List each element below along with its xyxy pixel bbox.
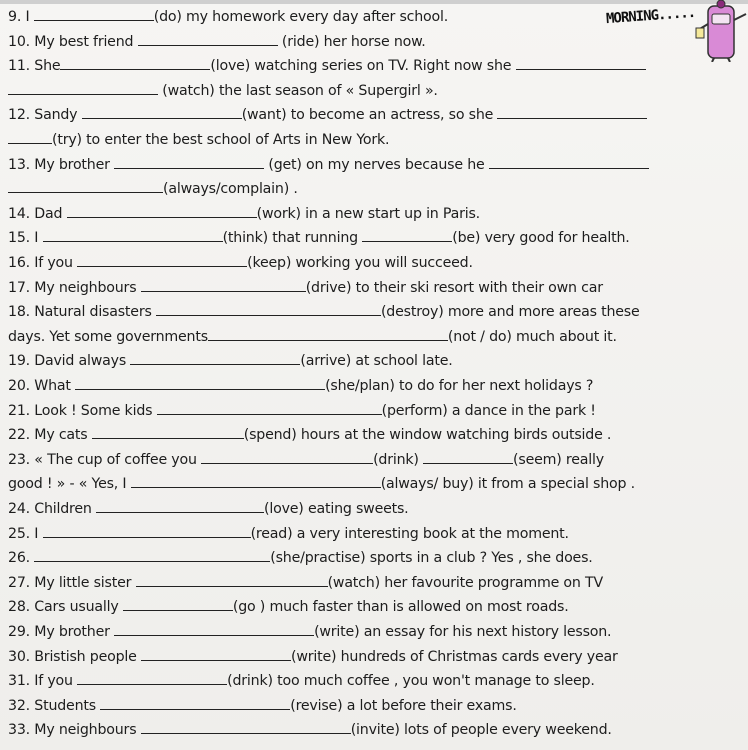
answer-blank[interactable] — [362, 227, 452, 242]
answer-blank[interactable] — [136, 572, 328, 587]
exercise-text: (not / do) much about it. — [447, 328, 617, 345]
exercise-text: (invite) lots of people every weekend. — [350, 722, 612, 739]
exercise-line — [8, 523, 738, 544]
exercise-text: (go ) much faster than is allowed on most roads. — [232, 599, 569, 616]
cartoon-figure-icon — [690, 0, 748, 62]
exercise-text: (drink) too much coffee , you won't manage to sleep. — [227, 673, 595, 690]
exercise-text: (write) an essay for his next history lesson. — [314, 624, 612, 640]
exercise-line — [8, 55, 738, 76]
exercise-text: (want) to become an actress, so she — [241, 107, 498, 124]
exercise-line — [8, 252, 738, 273]
exercise-line — [8, 424, 738, 445]
answer-blank[interactable] — [208, 326, 448, 341]
exercise-line — [8, 178, 738, 199]
exercise-text: (always/ buy) it from a special shop . — [380, 476, 635, 493]
answer-blank[interactable] — [67, 203, 257, 218]
exercise-line — [8, 547, 738, 568]
exercise-text: 24. Children — [8, 501, 97, 517]
answer-blank[interactable] — [34, 547, 270, 562]
answer-blank[interactable] — [141, 277, 306, 292]
exercise-text: 22. My cats — [8, 427, 92, 444]
exercise-text: 33. My neighbours — [8, 722, 141, 739]
exercise-line — [8, 572, 738, 593]
exercise-text: (watch) her favourite programme on TV — [327, 574, 603, 591]
exercise-text: 17. My neighbours — [8, 279, 141, 296]
exercise-text: (drive) to their ski resort with their own car — [305, 279, 603, 296]
exercise-line — [8, 301, 738, 322]
exercise-text: 32. Students — [8, 697, 101, 714]
exercise-line — [8, 31, 738, 52]
exercise-text: (try) to enter the best school of Arts in New York. — [52, 132, 390, 148]
answer-blank[interactable] — [141, 719, 351, 734]
answer-blank[interactable] — [156, 301, 381, 316]
exercise-text: (work) in a new start up in Paris. — [256, 205, 480, 222]
exercise-text: 16. If you — [8, 255, 78, 271]
exercise-text: days. Yet some governments — [8, 328, 208, 345]
exercise-line — [8, 326, 738, 347]
exercise-text: 11. She — [8, 58, 61, 75]
answer-blank[interactable] — [82, 104, 242, 119]
exercise-line — [8, 277, 738, 298]
answer-blank[interactable] — [138, 31, 278, 46]
exercise-text: (read) a very interesting book at the moment. — [250, 525, 569, 542]
exercise-text: 20. What — [8, 378, 76, 394]
exercise-text: (always/complain) . — [163, 181, 298, 198]
exercise-text: 30. Bristish people — [8, 648, 141, 665]
exercise-text: (get) on my nerves because he — [264, 156, 489, 173]
answer-blank[interactable] — [141, 646, 291, 661]
answer-blank[interactable] — [516, 55, 646, 70]
cropped-top-edge — [0, 0, 748, 4]
exercise-line — [8, 621, 738, 642]
exercise-line — [8, 498, 738, 519]
exercise-text: 15. I — [8, 230, 43, 247]
exercise-line — [8, 473, 738, 494]
exercise-text: (be) very good for health. — [452, 230, 630, 247]
answer-blank[interactable] — [157, 400, 382, 415]
exercise-line — [8, 80, 738, 101]
exercise-line — [8, 400, 738, 421]
exercise-text: (spend) hours at the window watching birds outside . — [243, 427, 612, 444]
exercise-text: 25. I — [8, 525, 43, 542]
exercise-text: 9. I — [8, 9, 34, 25]
answer-blank[interactable] — [201, 449, 373, 464]
exercise-text: (keep) working you will succeed. — [247, 255, 473, 271]
answer-blank[interactable] — [489, 154, 649, 169]
exercise-line — [8, 719, 738, 740]
exercise-text: 23. « The cup of coffee you — [8, 451, 202, 468]
exercise-text: (watch) the last season of « Supergirl ». — [158, 82, 438, 99]
answer-blank[interactable] — [131, 473, 381, 488]
exercise-text: (love) eating sweets. — [264, 501, 409, 517]
exercise-line — [8, 646, 738, 667]
answer-blank[interactable] — [43, 523, 251, 538]
exercise-text: 21. Look ! Some kids — [8, 402, 157, 419]
exercise-text: (revise) a lot before their exams. — [290, 697, 517, 714]
exercise-line — [8, 203, 738, 224]
answer-blank[interactable] — [114, 621, 314, 636]
exercise-text: 18. Natural disasters — [8, 304, 156, 321]
exercise-text: (drink) — [373, 451, 424, 468]
exercise-text: 13. My brother — [8, 156, 115, 173]
exercise-text: (write) hundreds of Christmas cards every year — [290, 648, 618, 665]
exercise-line — [8, 227, 738, 248]
exercise-text: (think) that running — [222, 230, 363, 247]
answer-blank[interactable] — [8, 129, 52, 144]
exercise-text: (seem) really — [513, 451, 604, 468]
exercise-text: 28. Cars usually — [8, 599, 123, 616]
exercise-line — [8, 104, 738, 125]
answer-blank[interactable] — [114, 154, 264, 169]
exercise-line — [8, 129, 738, 150]
exercise-line — [8, 695, 738, 716]
exercise-text: 10. My best friend — [8, 33, 138, 50]
answer-blank[interactable] — [423, 449, 513, 464]
exercise-line — [8, 596, 738, 617]
exercise-text: good ! » - « Yes, I — [8, 476, 131, 493]
answer-blank[interactable] — [75, 375, 325, 390]
answer-blank[interactable] — [77, 252, 247, 267]
answer-blank[interactable] — [92, 424, 244, 439]
exercise-text: (she/plan) to do for her next holidays ? — [325, 378, 594, 394]
answer-blank[interactable] — [123, 596, 233, 611]
answer-blank[interactable] — [130, 350, 300, 365]
exercise-line — [8, 375, 738, 396]
exercise-text: (perform) a dance in the park ! — [381, 402, 596, 419]
exercise-text: 31. If you — [8, 673, 78, 690]
answer-blank[interactable] — [96, 498, 264, 513]
exercise-text: (arrive) at school late. — [300, 353, 453, 370]
answer-blank[interactable] — [8, 80, 158, 95]
exercise-text: 26. — [8, 550, 35, 567]
exercise-text: 29. My brother — [8, 624, 115, 640]
morning-label: MORNING..... — [605, 4, 696, 28]
exercise-text: (do) my homework every day after school. — [153, 9, 449, 25]
answer-blank[interactable] — [100, 695, 290, 710]
exercise-text: (love) watching series on TV. Right now she — [210, 58, 516, 75]
exercise-text: 27. My little sister — [8, 574, 136, 591]
answer-blank[interactable] — [60, 55, 210, 70]
exercise-text: 14. Dad — [8, 205, 67, 222]
answer-blank[interactable] — [497, 104, 647, 119]
exercise-line — [8, 154, 738, 175]
exercise-text: (destroy) more and more areas these — [380, 304, 640, 321]
exercise-text: 19. David always — [8, 353, 131, 370]
exercise-text: (she/practise) sports in a club ? Yes , she does. — [270, 550, 593, 567]
exercise-line — [8, 449, 738, 470]
answer-blank[interactable] — [8, 178, 163, 193]
answer-blank[interactable] — [43, 227, 223, 242]
exercise-line — [8, 350, 738, 371]
exercise-line — [8, 670, 738, 691]
exercise-text: (ride) her horse now. — [277, 33, 426, 50]
answer-blank[interactable] — [77, 670, 227, 685]
answer-blank[interactable] — [34, 6, 154, 21]
exercise-text: 12. Sandy — [8, 107, 82, 124]
